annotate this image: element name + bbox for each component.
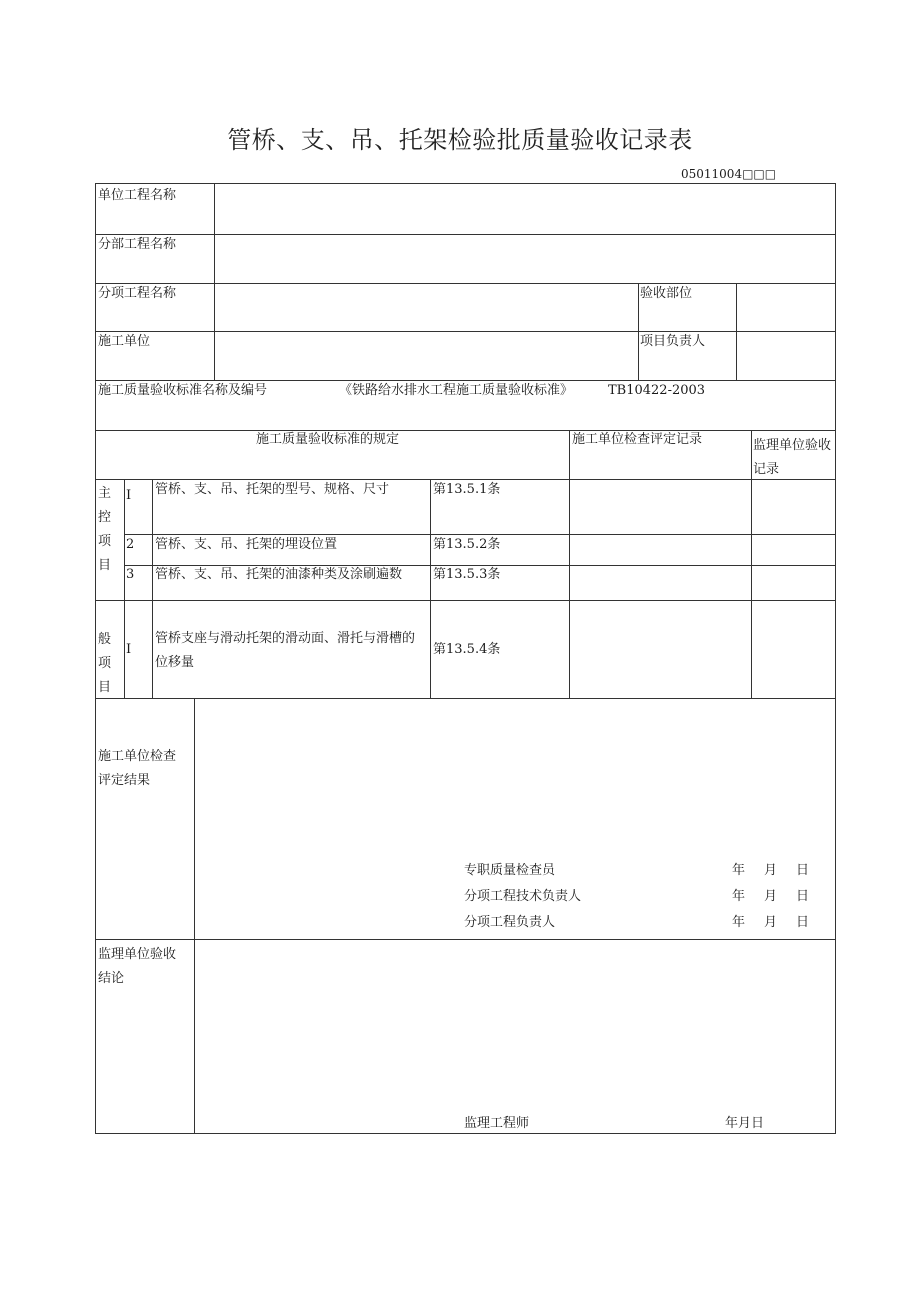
item-clause: 第13.5.3条 xyxy=(433,567,501,582)
sign-month: 月 xyxy=(764,915,778,930)
row-divider xyxy=(96,234,835,235)
row-divider xyxy=(96,939,835,940)
subitem-project-label: 分项工程名称 xyxy=(98,286,177,301)
item-clause: 第13.5.4条 xyxy=(433,642,501,657)
item-number: 2 xyxy=(126,537,135,552)
column-divider xyxy=(194,698,195,1134)
item-number: I xyxy=(126,488,132,503)
item-description: 管桥、支、吊、托架的油漆种类及涂刷遍数 xyxy=(155,567,403,582)
item-clause: 第13.5.2条 xyxy=(433,537,501,552)
construction-unit-label: 施工单位 xyxy=(98,334,151,349)
sign-month: 月 xyxy=(764,863,778,878)
general-label: 般 xyxy=(98,632,112,647)
supervisor-record-header: 监理单位验收记录 xyxy=(753,438,832,477)
row-divider xyxy=(96,283,835,284)
supervisor-conclusion-label: 监理单位验收结论 xyxy=(98,947,177,986)
row-divider xyxy=(96,698,835,699)
supervisor-sign-date: 年月日 xyxy=(725,1116,765,1131)
sign-year: 年 xyxy=(732,915,746,930)
column-divider xyxy=(214,184,215,381)
signer-role: 分项工程负责人 xyxy=(464,915,556,930)
acceptance-record-table xyxy=(95,183,836,1134)
contractor-record-header: 施工单位检查评定记录 xyxy=(572,432,703,447)
sign-month: 月 xyxy=(764,889,778,904)
sign-day: 日 xyxy=(796,889,810,904)
row-divider xyxy=(96,430,835,431)
column-divider xyxy=(638,283,639,381)
form-code: 05011004□□□ xyxy=(681,167,777,181)
division-project-label: 分部工程名称 xyxy=(98,237,177,252)
column-divider xyxy=(430,479,431,699)
item-description: 管桥、支、吊、托架的埋设位置 xyxy=(155,537,338,552)
main-control-label: 目 xyxy=(98,558,112,573)
item-description: 管桥支座与滑动托架的滑动面、滑托与滑槽的位移量 xyxy=(155,631,416,670)
form-title: 管桥、支、吊、托架检验批质量验收记录表 xyxy=(227,126,693,154)
row-divider xyxy=(96,331,835,332)
column-divider xyxy=(736,283,737,381)
item-clause: 第13.5.1条 xyxy=(433,482,501,497)
item-number: I xyxy=(126,642,132,657)
signer-role: 分项工程技术负责人 xyxy=(464,889,582,904)
column-divider xyxy=(124,479,125,699)
column-divider xyxy=(152,479,153,699)
item-number: 3 xyxy=(126,567,135,582)
signer-role: 专职质量检查员 xyxy=(464,863,556,878)
main-control-label: 控 xyxy=(98,510,112,525)
general-label: 目 xyxy=(98,680,112,695)
column-divider xyxy=(569,430,570,699)
sign-day: 日 xyxy=(796,863,810,878)
supervisor-signer-role: 监理工程师 xyxy=(464,1116,530,1131)
standard-code: TB10422-2003 xyxy=(608,383,706,398)
item-description: 管桥、支、吊、托架的型号、规格、尺寸 xyxy=(155,482,390,497)
sign-day: 日 xyxy=(796,915,810,930)
main-control-label: 项 xyxy=(98,534,112,549)
main-control-label: 主 xyxy=(98,486,112,501)
provisions-header: 施工质量验收标准的规定 xyxy=(256,432,400,447)
unit-project-label: 单位工程名称 xyxy=(98,188,177,203)
column-divider xyxy=(751,430,752,699)
project-manager-label: 项目负责人 xyxy=(640,334,706,349)
contractor-result-label: 施工单位检查评定结果 xyxy=(98,749,177,788)
row-divider xyxy=(96,600,835,601)
sign-year: 年 xyxy=(732,863,746,878)
acceptance-part-label: 验收部位 xyxy=(640,286,693,301)
standard-label: 施工质量验收标准名称及编号 xyxy=(98,383,268,398)
general-label: 项 xyxy=(98,656,112,671)
sign-year: 年 xyxy=(732,889,746,904)
standard-name: 《铁路给水排水工程施工质量验收标准》 xyxy=(339,383,574,398)
